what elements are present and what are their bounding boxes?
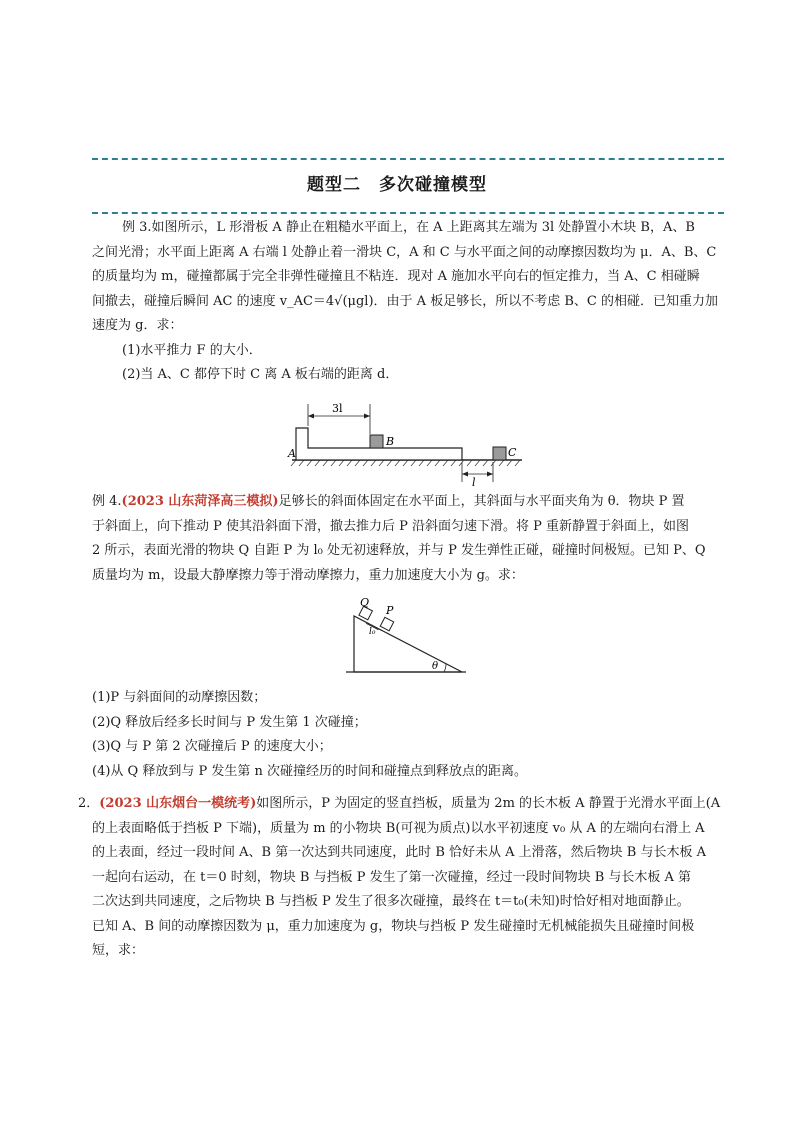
example3-line-2: 之间光滑；水平面上距离 A 右端 l 处静止着一滑块 C，A 和 C 与水平面之间的动摩擦因数均为 μ．A、B、C	[92, 244, 717, 260]
example4-line-1	[92, 490, 724, 515]
example3-line-1: 例 3.如图所示，L 形滑板 A 静止在粗糙水平面上，在 A 上距离其左端为 3l 处静置小木块 B，A、B	[122, 220, 695, 235]
label-theta: θ	[432, 661, 439, 672]
header-top-dashed-rule	[92, 158, 724, 160]
example3-question-2: (2)当 A、C 都停下时 C 离 A 板右端的距离 d．	[122, 367, 399, 382]
example4-prefix: 例 4.	[92, 494, 122, 509]
label-3l: 3l	[332, 402, 343, 415]
header-bottom-dashed-rule	[92, 212, 724, 214]
problem2-line-1	[78, 792, 724, 817]
example4-line-2: 于斜面上，向下推动 P 使其沿斜面下滑，撤去推力后 P 沿斜面匀速下滑。将 P 重新静置于斜面上，如图	[92, 518, 690, 534]
problem2-line-4: 一起向右运动，在 t＝0 时刻，物块 B 与挡板 P 发生了第一次碰撞，经过一段时间物块 B 与长木板 A 第	[92, 869, 692, 885]
problem2-line-6: 已知 A、B 间的动摩擦因数为 μ，重力加速度为 g，物块与挡板 P 发生碰撞时无机械能损失且碰撞时间极	[92, 918, 695, 934]
problem2-line-2: 的上表面略低于挡板 P 下端)，质量为 m 的小物块 B(可视为质点)以水平初速度 v₀ 从 A 的左端向右滑上 A	[92, 820, 705, 836]
section-title: 题型二 多次碰撞模型	[307, 175, 487, 195]
label-b: B	[386, 435, 395, 448]
problem2-line-3: 的上表面，经过一段时间 A、B 第一次达到共同速度，此时 B 恰好未从 A 上滑落，然后物块 B 与长木板 A	[92, 845, 707, 860]
example3-line-5: 速度为 g．求：	[92, 318, 183, 333]
example3-question-1: (1)水平推力 F 的大小．	[122, 342, 262, 358]
label-p: P	[386, 604, 394, 617]
block-b-shape	[370, 435, 383, 448]
example4-line-4: 质量均为 m，设最大静摩擦力等于滑动摩擦力，重力加速度大小为 g。求：	[92, 567, 524, 583]
example4-figure	[340, 594, 470, 678]
label-c: C	[508, 446, 517, 459]
example4-question-1: (1)P 与斜面间的动摩擦因数；	[92, 690, 267, 705]
problem2-line-7: 短，求：	[92, 943, 145, 958]
label-l0: l₀	[369, 627, 376, 637]
example3-text	[92, 216, 724, 388]
problem2-text	[78, 792, 724, 964]
example4-question-3: (3)Q 与 P 第 2 次碰撞后 P 的速度大小；	[92, 739, 332, 754]
problem2-source: (2023 山东烟台一模统考)	[99, 796, 257, 811]
label-q: Q	[360, 596, 370, 609]
label-a: A	[288, 447, 296, 460]
block-c-shape	[493, 447, 506, 460]
problem2-number: 2．	[78, 796, 100, 811]
incline-shape	[354, 616, 462, 672]
example3-line-3: 的质量均为 m，碰撞都属于完全非弹性碰撞且不粘连．现对 A 施加水平向右的恒定推力，当 A、C 相碰瞬	[92, 269, 700, 284]
example3-line-4: 间撤去，碰撞后瞬间 AC 的速度 v_AC＝4√(μgl)．由于 A 板足够长，所以不考虑 B、C 的相碰．已知重力加	[92, 293, 718, 309]
example4-text	[92, 490, 724, 588]
example4-question-4: (4)从 Q 释放到与 P 发生第 n 次碰撞经历的时间和碰撞点到释放点的距离。	[92, 763, 527, 779]
example4-line-3: 2 所示，表面光滑的物块 Q 自距 P 为 l₀ 处无初速释放，并与 P 发生弹性正碰，碰撞时间极短。已知 P、Q	[92, 543, 706, 558]
problem2-line-5: 二次达到共同速度，之后物块 B 与挡板 P 发生了很多次碰撞，最终在 t＝t₀(未知)时恰好相对地面静止。	[92, 894, 690, 909]
example4-questions	[92, 686, 724, 784]
example4-question-2: (2)Q 释放后经多长时间与 P 发生第 1 次碰撞；	[92, 714, 367, 730]
label-l: l	[472, 476, 476, 488]
problem2-line-1-rest: 如图所示，P 为固定的竖直挡板，质量为 2m 的长木板 A 静置于光滑水平面上(A	[256, 796, 721, 811]
example3-figure	[286, 398, 526, 488]
block-p-shape	[380, 617, 393, 630]
example4-line-1-rest: 足够长的斜面体固定在水平面上，其斜面与水平面夹角为 θ．物块 P 置	[278, 494, 685, 509]
example4-source: (2023 山东菏泽高三模拟)	[121, 494, 279, 509]
